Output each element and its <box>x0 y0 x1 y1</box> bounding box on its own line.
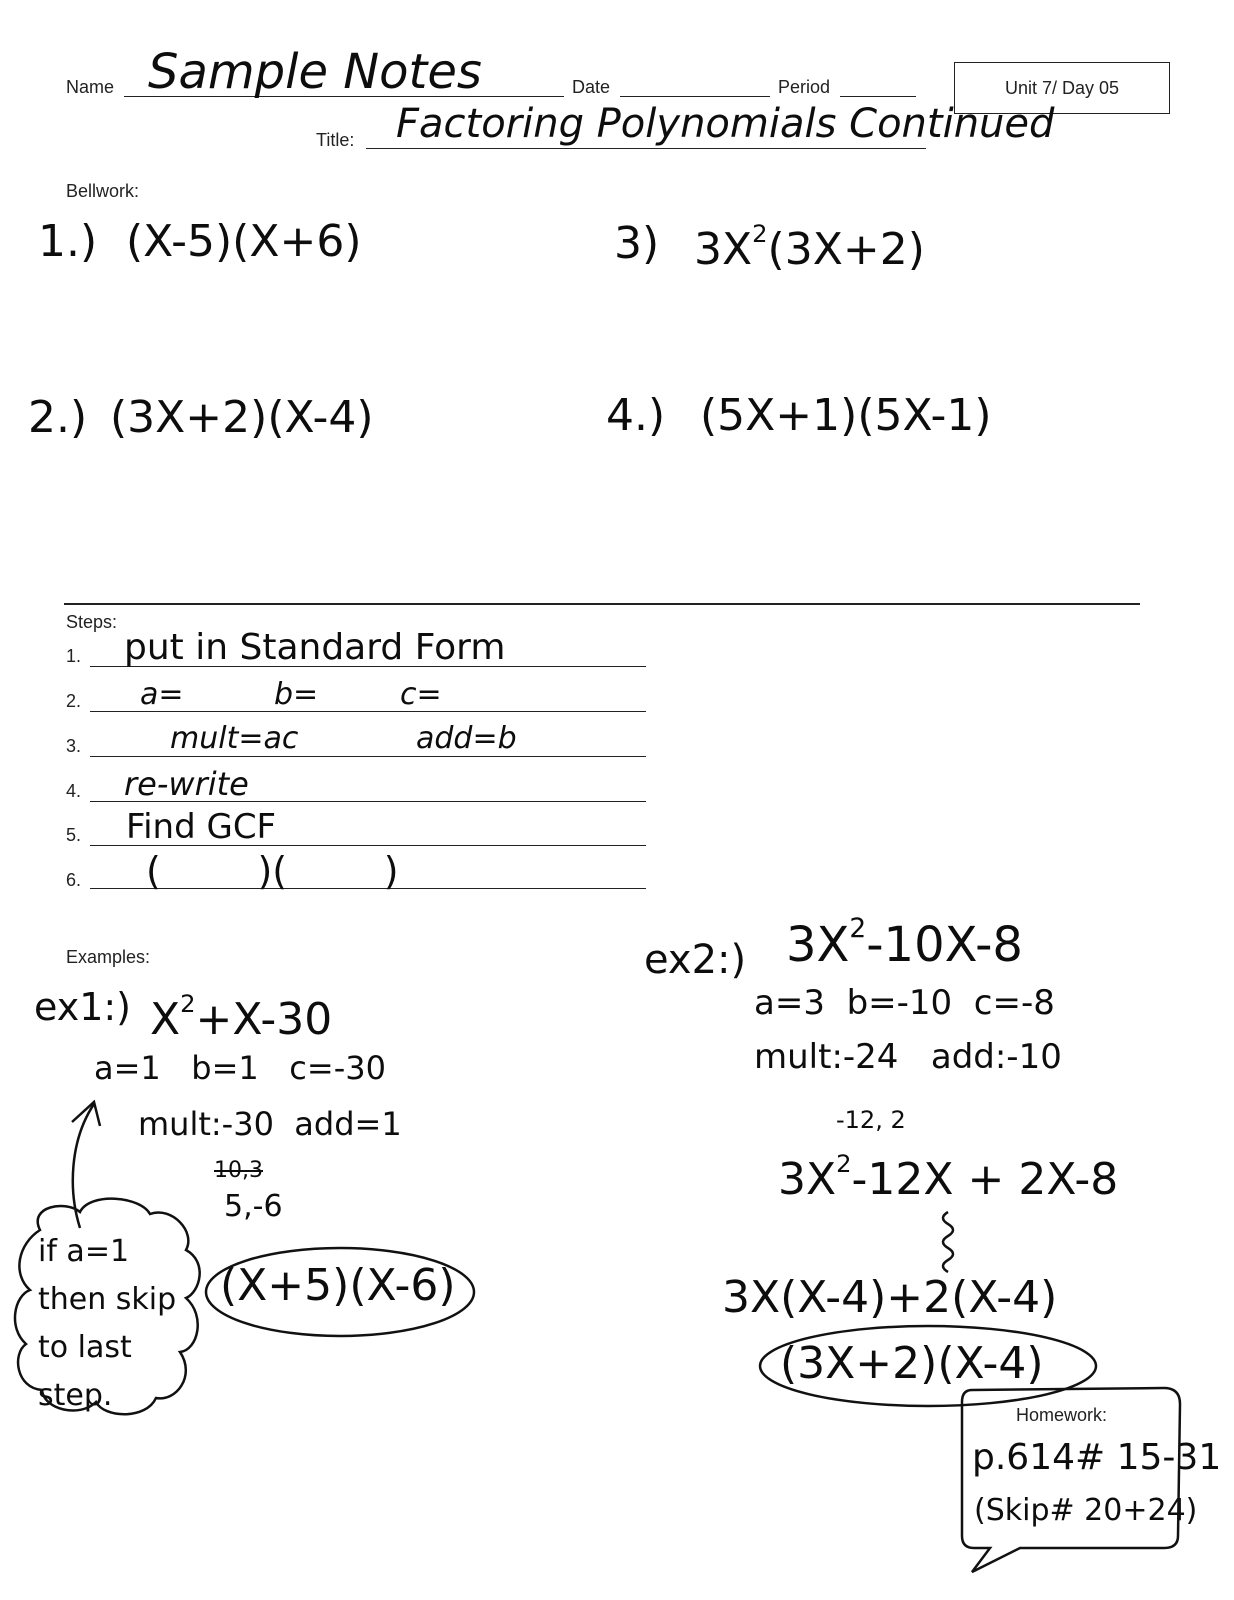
step-2-b: b= <box>274 677 319 712</box>
ex2-label: ex2:) <box>644 937 747 983</box>
bellwork-3-rest: (3X+2) <box>767 223 925 275</box>
ex2-rewrite-exponent: 2 <box>836 1150 852 1178</box>
homework-label: Homework: <box>1016 1405 1108 1425</box>
ex1-abc: a=1 b=1 c=-30 <box>94 1049 386 1087</box>
ex1-arrow-head <box>72 1102 100 1126</box>
bellwork-4-num: 4.) <box>606 390 666 441</box>
ex1-rest: +X-30 <box>195 993 333 1045</box>
step-3-mult: mult=ac <box>170 721 299 756</box>
title-label: Title: <box>316 130 355 150</box>
ex2-factor-pair: -12, 2 <box>836 1106 906 1134</box>
examples-label: Examples: <box>66 947 151 967</box>
ex2-base: 3X <box>786 916 850 973</box>
ex1-note-line-2: then skip <box>38 1282 177 1317</box>
step-1-text: put in Standard Form <box>124 627 506 668</box>
ex2-exponent: 2 <box>849 913 867 944</box>
ex2-mult-add: mult:-24 add:-10 <box>754 1037 1062 1077</box>
step-2-c: c= <box>400 677 442 712</box>
ex1-answer: (X+5)(X-6) <box>220 1260 456 1311</box>
bellwork-3-num: 3) <box>614 218 660 269</box>
ex2-abc: a=3 b=-10 c=-8 <box>754 983 1055 1023</box>
ex1-note-line-1: if a=1 <box>38 1234 130 1269</box>
ex1-exponent: 2 <box>180 990 196 1018</box>
ex1-note-line-4: step. <box>38 1378 113 1413</box>
step-3-add: add=b <box>416 721 517 756</box>
step-3-num: 3. <box>66 736 82 756</box>
ex1-crossed-pair: 10,3 <box>214 1158 263 1183</box>
ex2-grouped: 3X(X-4)+2(X-4) <box>722 1272 1058 1323</box>
period-label: Period <box>778 77 831 97</box>
ex1-factor-pair: 5,-6 <box>224 1189 283 1224</box>
name-label: Name <box>66 77 115 97</box>
ex1-mult-add: mult:-30 add=1 <box>138 1105 402 1143</box>
bellwork-3-exponent: 2 <box>752 220 768 248</box>
ex1-answer-circle <box>206 1248 474 1336</box>
ex2-answer-circle <box>760 1326 1096 1406</box>
step-2-a: a= <box>140 677 184 712</box>
step-5-num: 5. <box>66 825 82 845</box>
ex1-note-line-3: to last <box>38 1330 132 1365</box>
name-value: Sample Notes <box>148 44 482 100</box>
ex2-rewrite-rest: -12X + 2X-8 <box>851 1153 1119 1205</box>
ex1-label: ex1:) <box>34 985 132 1029</box>
ex2-rest: -10X-8 <box>866 916 1023 973</box>
date-label: Date <box>572 77 611 97</box>
step-6-num: 6. <box>66 870 82 890</box>
title-value: Factoring Polynomials Continued <box>396 101 1055 147</box>
bellwork-1-expr: (X-5)(X+6) <box>126 216 362 267</box>
bellwork-4-expr: (5X+1)(5X-1) <box>700 390 992 441</box>
step-6-text: ( )( ) <box>146 849 399 893</box>
step-4-num: 4. <box>66 781 82 801</box>
ex2-answer: (3X+2)(X-4) <box>780 1338 1044 1389</box>
bellwork-2-expr: (3X+2)(X-4) <box>110 392 374 443</box>
homework-pages: p.614# 15-31 <box>972 1437 1222 1478</box>
ex2-squiggle <box>943 1212 953 1272</box>
bellwork-3-base: 3X <box>694 223 753 275</box>
bellwork-1-num: 1.) <box>38 216 98 267</box>
ex2-rewrite-base: 3X <box>778 1153 837 1205</box>
homework-skip: (Skip# 20+24) <box>974 1493 1198 1528</box>
bellwork-label: Bellwork: <box>66 181 140 201</box>
homework-bubble <box>962 1388 1180 1572</box>
step-4-text: re-write <box>124 765 249 803</box>
step-1-num: 1. <box>66 646 82 666</box>
step-2-num: 2. <box>66 691 82 711</box>
step-5-text: Find GCF <box>126 807 277 847</box>
ex1-base: X <box>150 993 181 1045</box>
ex1-note-cloud <box>15 1199 200 1415</box>
steps-label: Steps: <box>66 612 118 632</box>
bellwork-2-num: 2.) <box>28 392 88 443</box>
unit-day-text: Unit 7/ Day 05 <box>1004 77 1120 98</box>
